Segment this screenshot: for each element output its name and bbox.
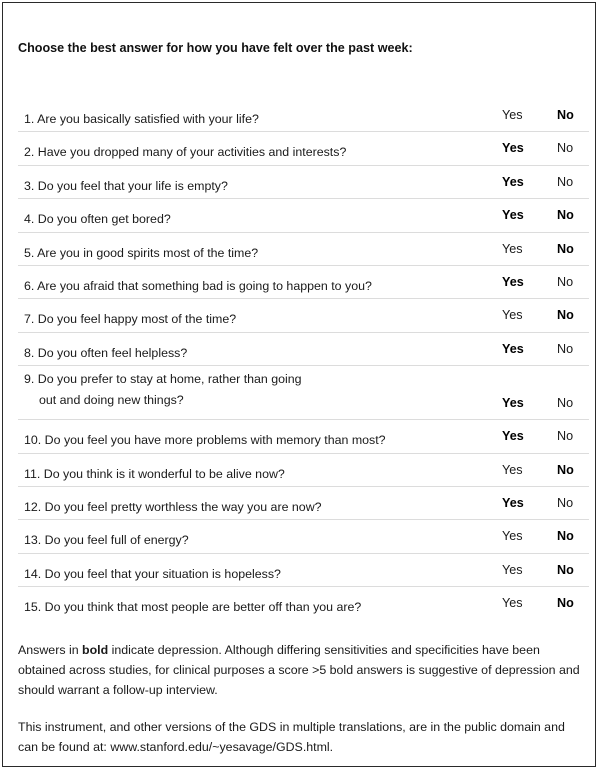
question-text: 2. Have you dropped many of your activities and interests? (24, 145, 347, 160)
question-row (18, 333, 589, 366)
answer-no: No (557, 429, 574, 444)
question-row (18, 166, 589, 199)
scoring-note (18, 640, 588, 700)
question-text: 7. Do you feel happy most of the time? (24, 312, 237, 327)
answer-no: No (557, 108, 574, 122)
question-list (18, 99, 589, 620)
answer-no: No (557, 529, 574, 544)
question-text (24, 369, 302, 411)
answer-no: No (557, 596, 574, 611)
question-text: 12. Do you feel pretty worthless the way you are now? (24, 499, 322, 514)
question-text-line-1: 9. Do you prefer to stay at home, rather than going (24, 372, 302, 387)
questionnaire-frame (2, 2, 596, 767)
question-row (18, 233, 589, 266)
answer-no: No (557, 141, 574, 156)
question-text: 3. Do you feel that your life is empty? (24, 178, 228, 193)
answer-yes: Yes (502, 495, 524, 510)
question-text-line-2: out and doing new things? (39, 393, 184, 408)
question-row (18, 99, 589, 132)
answer-no: No (557, 495, 574, 510)
question-row (18, 299, 589, 332)
question-text: 1. Are you basically satisfied with your life? (24, 112, 259, 126)
question-row (18, 266, 589, 299)
question-text: 6. Are you afraid that something bad is going to happen to you? (24, 278, 372, 293)
public-domain-note: This instrument, and other versions of the GDS in multiple translations, are in the public domain and can be found at: www.stanford.edu/~yesavage/GDS.html. (18, 720, 565, 754)
question-row (18, 420, 589, 453)
scoring-note-prefix: Answers in (18, 643, 83, 657)
question-text: 8. Do you often feel helpless? (24, 345, 188, 360)
question-text: 4. Do you often get bored? (24, 212, 171, 227)
answer-yes: Yes (502, 308, 523, 323)
question-text: 11. Do you think is it wonderful to be alive now? (24, 466, 285, 481)
question-row (18, 520, 589, 553)
answer-yes: Yes (502, 208, 524, 223)
answer-no: No (557, 562, 574, 577)
question-text: 14. Do you feel that your situation is hopeless? (24, 566, 281, 581)
answer-yes: Yes (502, 429, 524, 444)
answer-yes: Yes (502, 174, 524, 189)
question-row (18, 132, 589, 165)
answer-yes: Yes (502, 341, 524, 356)
question-row (18, 199, 589, 232)
question-text: 5. Are you in good spirits most of the time? (24, 245, 259, 260)
questionnaire-instructions: Choose the best answer for how you have felt over the past week: (18, 41, 413, 55)
answer-no: No (557, 341, 574, 356)
answer-no: No (557, 208, 574, 223)
question-text: 13. Do you feel full of energy? (24, 533, 189, 548)
question-row (18, 487, 589, 520)
question-row (18, 587, 589, 620)
answer-no: No (557, 274, 574, 289)
answer-yes: Yes (502, 108, 523, 122)
answer-yes: Yes (502, 596, 523, 611)
question-row (18, 454, 589, 487)
answer-no: No (557, 241, 574, 256)
question-text: 10. Do you feel you have more problems with memory than most? (24, 433, 386, 448)
question-row (18, 366, 589, 420)
scoring-note-bold-word: bold (82, 643, 109, 657)
answer-yes: Yes (502, 274, 524, 289)
answer-yes: Yes (502, 562, 523, 577)
answer-yes: Yes (502, 529, 523, 544)
answer-yes: Yes (502, 241, 523, 256)
answer-no: No (557, 396, 574, 411)
answer-yes: Yes (502, 462, 523, 477)
scoring-note-text: indicate depression. Although differing sensitivities and specificities have been obtained across studies, for clinical purposes a score >5 bold answers is suggestive of depression and should warrant a follow-up interview. (18, 643, 580, 697)
answer-no: No (557, 174, 574, 189)
question-text: 15. Do you think that most people are better off than you are? (24, 600, 362, 615)
question-row (18, 554, 589, 587)
answer-yes: Yes (502, 396, 524, 411)
answer-no: No (557, 462, 574, 477)
answer-yes: Yes (502, 141, 524, 156)
answer-no: No (557, 308, 574, 323)
